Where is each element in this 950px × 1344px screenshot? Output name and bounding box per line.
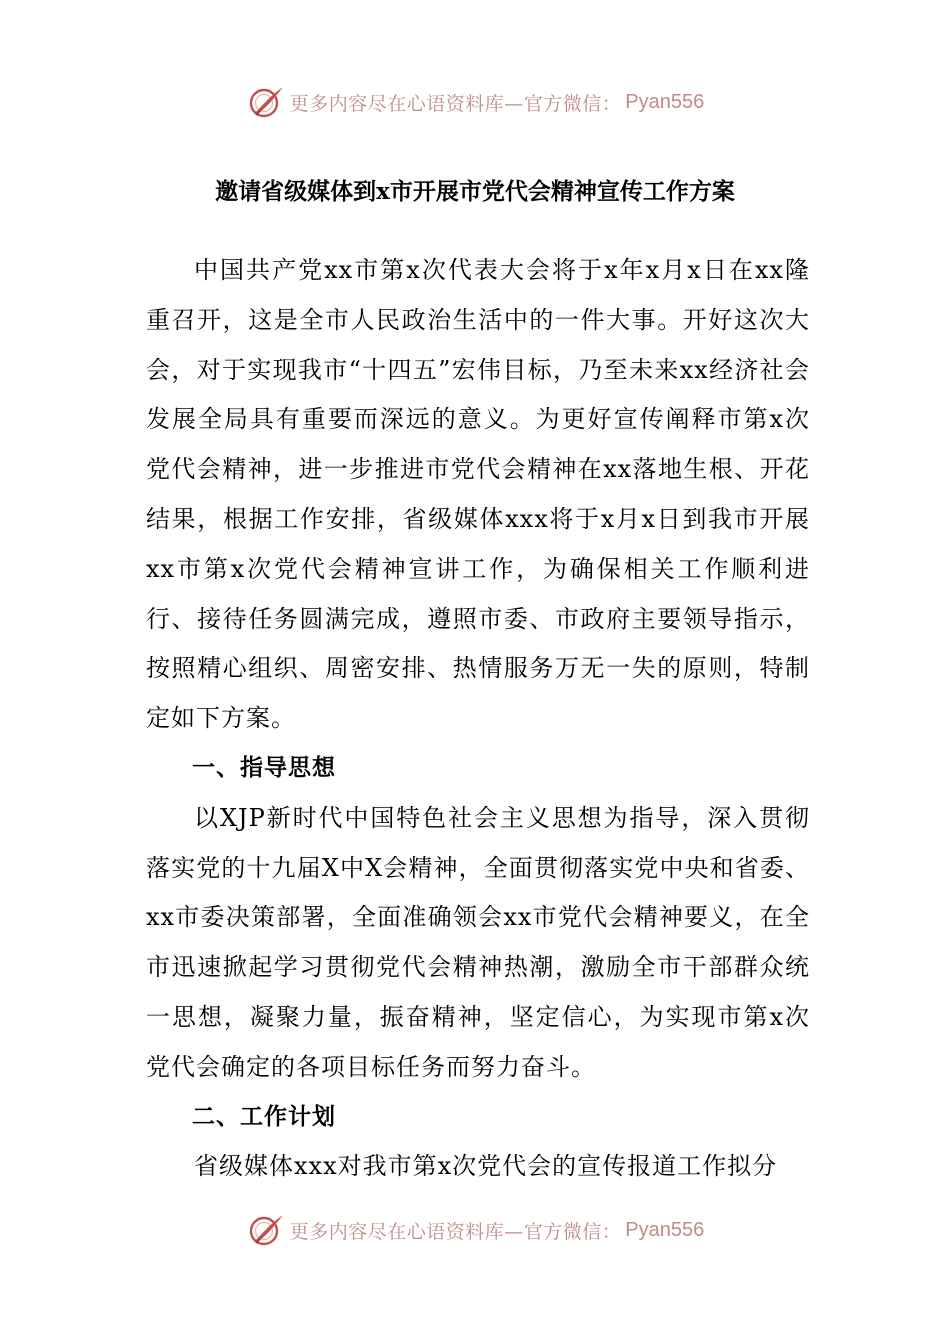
watermark-text: 更多内容尽在心语资料库—官方微信：	[289, 92, 622, 115]
watermark-text: 更多内容尽在心语资料库—官方微信：	[289, 1220, 622, 1243]
quill-logo-icon	[246, 84, 286, 120]
document-title: 邀请省级媒体到x市开展市党代会精神宣传工作方案	[215, 178, 735, 205]
section-heading-work-plan: 二、工作计划	[192, 1103, 336, 1130]
guiding-ideology-paragraph: 以XJP新时代中国特色社会主义思想为指导，深入贯彻落实党的十九届X中X会精神，全面贯彻落实党中央和省委、xx市委决策部署，全面准确领会xx市党代会精神要义，在全市迅速掀起学习贯彻党代会精神热潮，激励全市干部群众统一思想，凝聚力量，振奋精神，坚定信心，为实现市第x次党代会确定的各项目标任务而努力奋斗。	[146, 803, 810, 1081]
document-body	[146, 246, 810, 1192]
watermark-header	[0, 82, 950, 122]
watermark-footer	[0, 1210, 950, 1250]
section-heading-guiding-ideology: 一、指导思想	[192, 754, 336, 781]
work-plan-paragraph: 省级媒体xxx对我市第x次党代会的宣传报道工作拟分	[194, 1152, 778, 1181]
quill-logo-icon	[246, 1212, 286, 1248]
watermark-wechat-id: Pyan556	[625, 1218, 705, 1241]
intro-paragraph: 中国共产党xx市第x次代表大会将于x年x月x日在xx隆重召开，这是全市人民政治生活中的一件大事。开好这次大会，对于实现我市“十四五”宏伟目标，乃至未来xx经济社会发展全局具有重要而深远的意义。为更好宣传阐释市第x次党代会精神，进一步推进市党代会精神在xx落地生根、开花结果，根据工作安排，省级媒体xxx将于x月x日到我市开展xx市第x次党代会精神宣讲工作，为确保相关工作顺利进行、接待任务圆满完成，遵照市委、市政府主要领导指示，按照精心组织、周密安排、热情服务万无一失的原则，特制定如下方案。	[146, 256, 810, 733]
watermark-wechat-id: Pyan556	[625, 90, 705, 113]
